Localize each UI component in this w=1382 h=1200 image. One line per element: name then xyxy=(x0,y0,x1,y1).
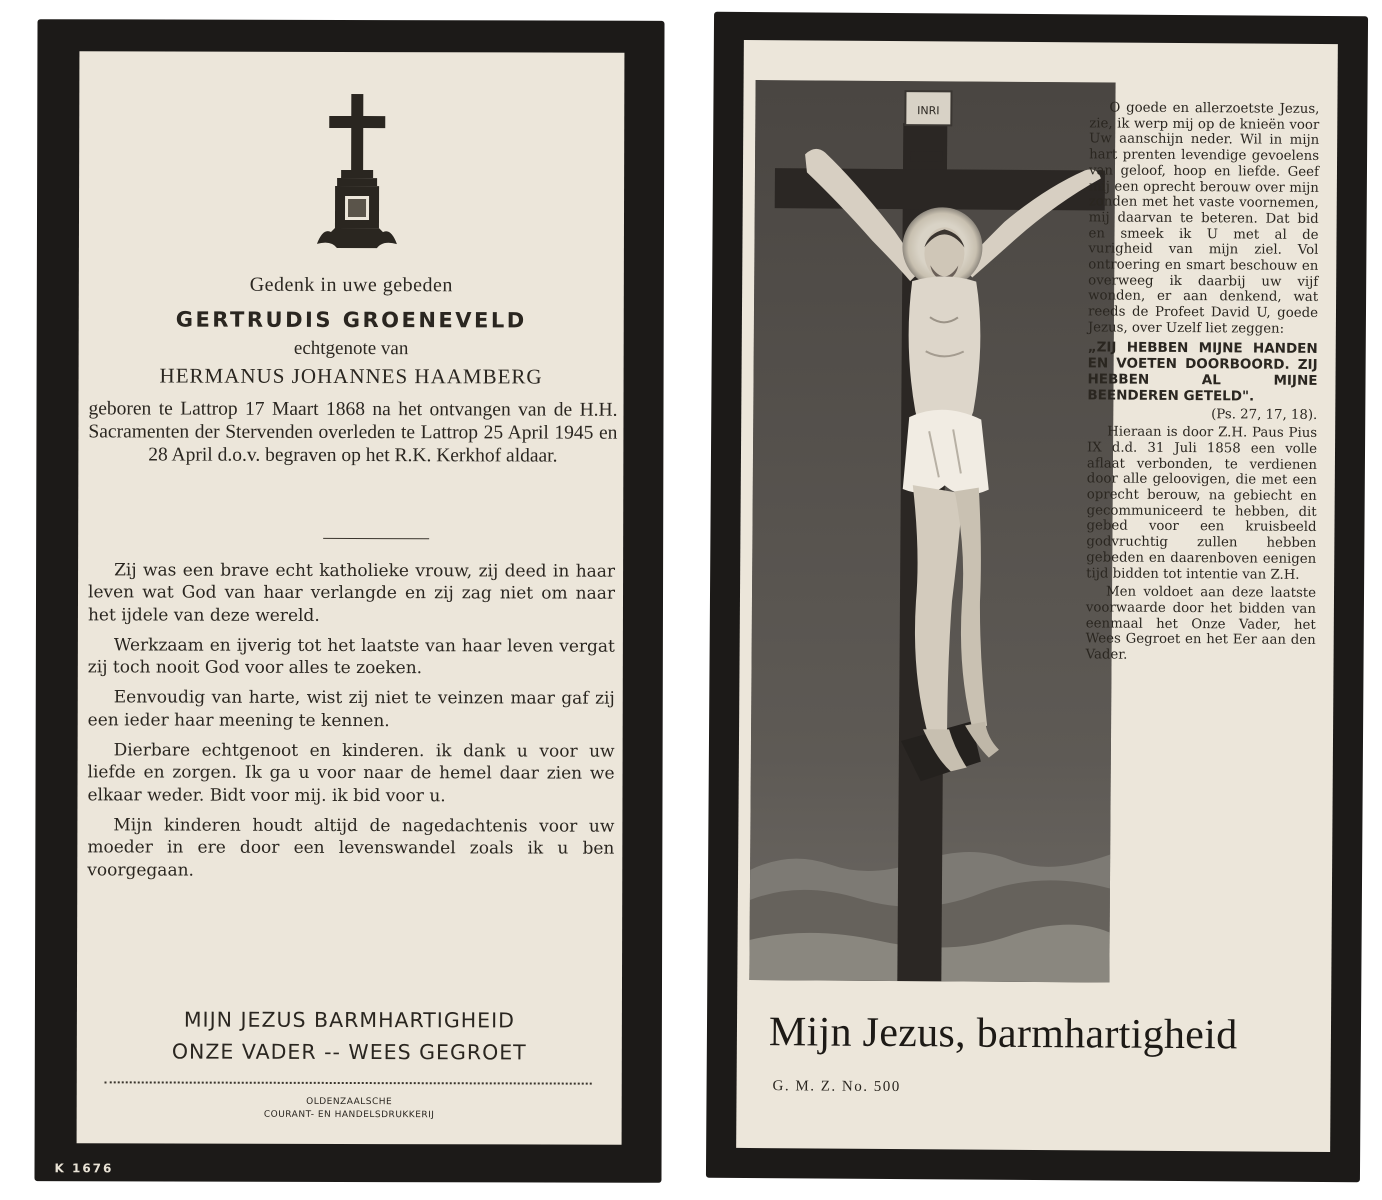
deceased-name: GERTRUDIS GROENEVELD xyxy=(175,307,527,333)
prayer-column xyxy=(1086,100,1320,667)
crucifix-picture xyxy=(749,80,1115,982)
memorial-card-front xyxy=(34,19,664,1183)
prayer-text: O goede en allerzoetste Jezus, zie, ik werp mij op de knieën voor Uw aanschijn neder. Wil in mijn hart prenten levendige gevoelens van geloof, hoop en liefde. Geef mij een oprecht berouw over mijn zonden met het vaste voornemen, mij daarvan te beteren. Dat bid en smeek ik U met al de vurigheid van mijn ziel. Vol ontroering en smart beschouw en overweeg ik daarbij uw vijf wonden, er aan denkend, wat reeds de Profeet David U, goede Jezus, over Uzelf liet zeggen: xyxy=(1087,100,1320,337)
memorial-text xyxy=(87,559,615,890)
printer-credit xyxy=(77,1095,622,1122)
psalm-reference: (Ps. 27, 17, 18). xyxy=(1211,406,1318,423)
indulgence-text: Hieraan is door Z.H. Paus Pius IX d.d. 31 Juli 1858 een volle aflaat verbonden, te verdienen door alle geloovigen, die met een oprecht berouw, na gebiecht en gecommuniceerd te hebben, dit gebed voor een kruisbeeld godvruchtig zullen hebben gebeden en daarenboven eenigen tijd bidden tot intentie van Z.H. xyxy=(1086,424,1318,583)
memorial-paragraph: Werkzaam en ijverig tot het laatste van haar leven vergat zij toch nooit God voor alles te zoeken. xyxy=(87,635,615,679)
spouse-label: echtgenote van xyxy=(293,337,409,360)
divider xyxy=(323,538,429,539)
headline-invocation: Mijn Jezus, barmhartigheid xyxy=(768,1009,1238,1059)
printer-line: OLDENZAALSCHE xyxy=(306,1096,393,1108)
closing-prayers xyxy=(77,1003,622,1068)
cross-monument-icon xyxy=(317,94,397,254)
remembrance-intro: Gedenk in uwe gebeden xyxy=(249,273,453,297)
biography: geboren te Lattrop 17 Maart 1868 na het ontvangen van de H.H. Sacramenten der Stervenden overleden te Lattrop 25 April 1945 en 28 April d.o.v. begraven op het R.K. Kerkhof aldaar. xyxy=(88,398,618,467)
psalm-quote: „ZIJ HEBBEN MIJNE HANDEN EN VOETEN DOORBOORD. ZIJ HEBBEN AL MIJNE BEENDEREN GETELD". xyxy=(1087,338,1318,405)
spouse-name: HERMANUS JOHANNES HAAMBERG xyxy=(159,363,543,389)
condition-text: Men voldoet aan deze laatste voorwaarde door het bidden van eenmaal het Onze Vader, het Wees Gegroet en het Eer aan den Vader. xyxy=(1085,584,1317,663)
memorial-paragraph: Eenvoudig van harte, wist zij niet te veinzen maar gaf zij een ieder haar meening te kennen. xyxy=(87,687,615,731)
memorial-paragraph: Dierbare echtgenoot en kinderen. ik dank u voor uw liefde en zorgen. Ik ga u voor naar de hemel daar zien we elkaar weder. Bidt voor mij. ik bid voor u. xyxy=(87,740,615,806)
prayer-line: MIJN JEZUS BARMHARTIGHEID xyxy=(183,1007,515,1033)
memorial-paragraph: Zij was een brave echt katholieke vrouw, zij deed in haar leven wat God van haar verlangde en zij zag niet om naar het ijdele van deze wereld. xyxy=(87,560,616,626)
dotted-divider xyxy=(105,1081,592,1084)
card-paper xyxy=(77,51,625,1144)
crucifix-image xyxy=(749,80,1115,982)
publisher-code: G. M. Z. No. 500 xyxy=(772,1078,901,1096)
card-code: K 1676 xyxy=(54,1161,114,1176)
memorial-card-back xyxy=(706,12,1368,1183)
card-paper xyxy=(736,40,1338,1152)
memorial-paragraph: Mijn kinderen houdt altijd de nagedachtenis voor uw moeder in ere door een levenswandel zoals ik u ben voorgegaan. xyxy=(87,815,615,881)
prayer-line: ONZE VADER -- WEES GEGROET xyxy=(171,1039,527,1065)
printer-line: COURANT- EN HANDELSDRUKKERIJ xyxy=(263,1109,435,1121)
inri-label: INRI xyxy=(917,104,940,118)
